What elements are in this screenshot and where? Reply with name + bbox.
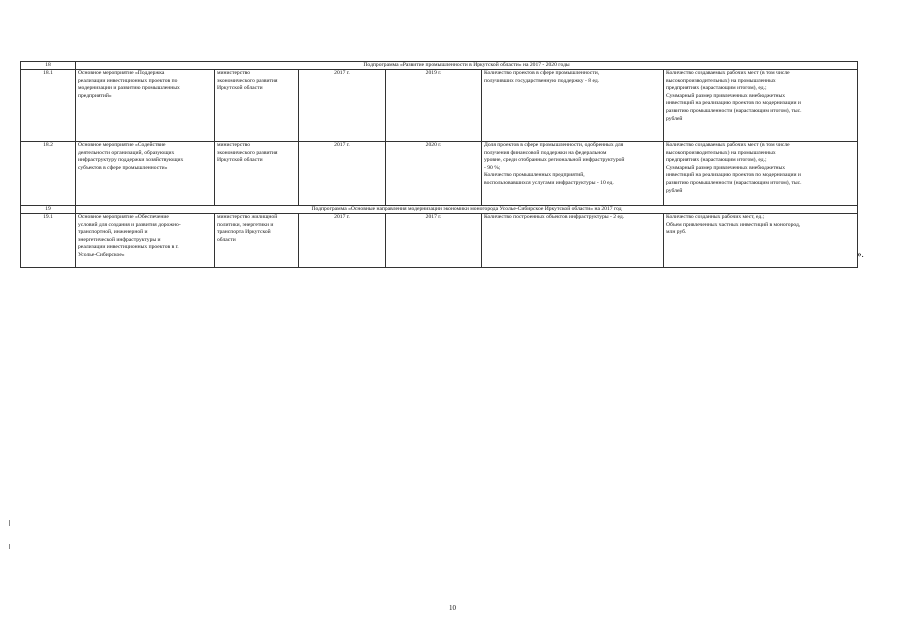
activity-cell: Основное мероприятие «Поддержка реализации инвестиционных проектов по модернизации и развитию промышленных предприятий»	[76, 70, 215, 142]
start-year-cell: 2017 г.	[299, 142, 386, 206]
row-number: 19.1	[21, 214, 76, 268]
table-row	[21, 214, 858, 268]
end-year-cell: 2017 г.	[386, 214, 482, 268]
section-18-row	[21, 62, 858, 70]
closing-quote-mark: ».	[857, 249, 864, 259]
indicators-cell: Количество созданных рабочих мест, ед.; Объем привлеченных частных инвестиций в моногород, млн руб.	[664, 214, 858, 268]
result-cell: Количество проектов в сфере промышленности, получивших государственную поддержку - 8 ед.	[482, 70, 664, 142]
indicators-cell: Количество создаваемых рабочих мест (в том числе высокопроизводительных) на промышленных предприятиях (нарастающим итогом), ед.; Суммарный размер привлеченных внебюджетных инвестиций на реализацию проектов по модернизации и развитию промышленности (нарастающим итогом), тыс. рублей	[664, 142, 858, 206]
result-cell: Количество построенных объектов инфраструктуры - 2 ед.	[482, 214, 664, 268]
section-19-number: 19	[21, 206, 76, 214]
section-19-row	[21, 206, 858, 214]
executor-cell: министерство экономического развития Иркутской области	[215, 70, 299, 142]
result-cell: Доля проектов в сфере промышленности, одобренных для получения финансовой поддержки на федеральном уровне, среди отобранных региональной инфраструктурой - 90 %; Количество промышленных предприятий, воспользовавшихся услугами инфраструктуры - 10 ед.	[482, 142, 664, 206]
table-row	[21, 70, 858, 142]
start-year-cell: 2017 г.	[299, 214, 386, 268]
start-year-cell: 2017 г.	[299, 70, 386, 142]
activity-cell: Основное мероприятие «Обеспечение условий для создания и развития дорожно- транспортной, инженерной и энергетической инфраструктуры и реализации инвестиционных проектов в г. Усолье-Сибирское»	[76, 214, 215, 268]
row-number: 18.1	[21, 70, 76, 142]
page-number: 10	[449, 604, 456, 612]
row-number: 18.2	[21, 142, 76, 206]
end-year-cell: 2019 г.	[386, 70, 482, 142]
plan-table	[20, 61, 858, 268]
section-18-number: 18	[21, 62, 76, 70]
end-year-cell: 2020 г.	[386, 142, 482, 206]
table-row	[21, 142, 858, 206]
executor-cell: министерство экономического развития Иркутской области	[215, 142, 299, 206]
scan-artifact	[9, 544, 10, 549]
activity-cell: Основное мероприятие «Содействие деятельности организаций, образующих инфраструктуру поддержки хозяйствующих субъектов в сфере промышленности»	[76, 142, 215, 206]
indicators-cell: Количество создаваемых рабочих мест (в том числе высокопроизводительных) на промышленных предприятиях (нарастающим итогом), ед.; Суммарный размер привлеченных внебюджетных инвестиций на реализацию проектов по модернизации и развитию промышленности (нарастающим итогом), тыс. рублей	[664, 70, 858, 142]
scan-artifact	[9, 520, 10, 526]
section-19-title: Подпрограмма «Основные направления модернизации экономики моногорода Усолье-Сибирское Иркутской области» на 2017 год	[76, 206, 858, 214]
executor-cell: министерство жилищной политики, энергетики и транспорта Иркутской области	[215, 214, 299, 268]
section-18-title: Подпрограмма «Развитие промышленности в Иркутской области» на 2017 - 2020 годы	[76, 62, 858, 70]
